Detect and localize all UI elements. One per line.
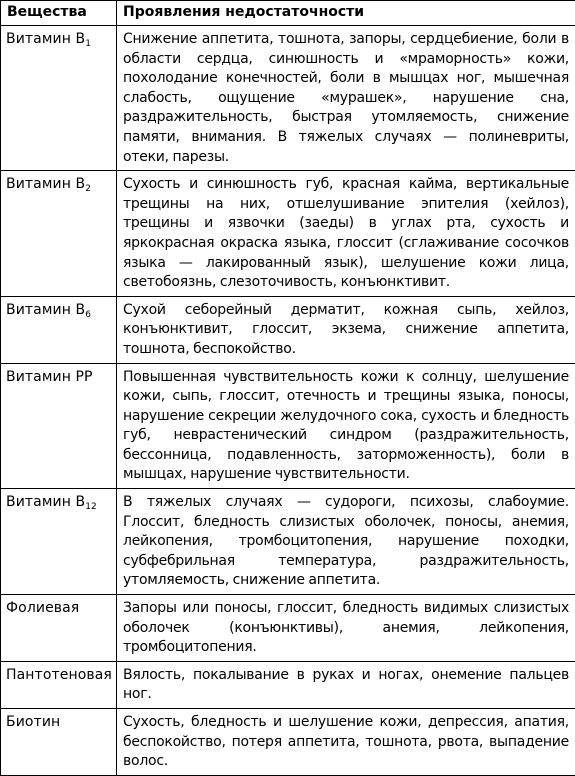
row-substance-cell xyxy=(1,709,117,776)
substance-name: Биотин xyxy=(6,714,60,730)
substance-name: Пантотеновая xyxy=(6,667,112,683)
row-deficiency-cell: Сухость и синюшность губ, красная кайма, вертикальные трещины на них, отшелушивание эпителия (хейлоз), трещины и язвочки (заеды) в углах рта, сухость и яркокрасная окраска языка, глоссит (сглаживание сосочков языка — лакированный язык), шелушение кожи лица, светобоязнь, слезоточивость, конъюнктивит. xyxy=(117,171,575,297)
row-substance-cell xyxy=(1,595,117,662)
row-deficiency-cell: Вялость, покалывание в руках и ногах, онемение пальцев ног. xyxy=(117,661,575,708)
table-row xyxy=(1,296,575,363)
row-deficiency-cell: Сухость, бледность и шелушение кожи, депрессия, апатия, беспокойство, потеря аппетита, тошнота, рвота, выпадение волос. xyxy=(117,709,575,776)
row-substance-cell xyxy=(1,26,117,171)
substance-name: Витамин В xyxy=(6,31,85,47)
table-row xyxy=(1,363,575,489)
table-row xyxy=(1,595,575,662)
row-deficiency-cell: Повышенная чувствительность кожи к солнцу, шелушение кожи, сыпь, глоссит, отечность и трещины языка, поносы, нарушение секреции желудочного сока, сухость и бледность губ, неврастенический синдром (раздражительность, бессонница, подавленность, заторможенность), боли в мышцах, нарушение чувствительности. xyxy=(117,363,575,489)
table-header-row xyxy=(1,1,575,26)
table-row xyxy=(1,171,575,297)
header-substances: Вещества xyxy=(1,1,117,26)
row-deficiency-cell: Сухой себорейный дерматит, кожная сыпь, хейлоз, конъюнктивит, глоссит, экзема, снижение аппетита, тошнота, беспокойство. xyxy=(117,296,575,363)
substance-subscript: 1 xyxy=(85,39,91,49)
substance-name: Витамин В xyxy=(6,494,85,510)
row-substance-cell xyxy=(1,171,117,297)
row-substance-cell xyxy=(1,363,117,489)
table-row xyxy=(1,26,575,171)
row-substance-cell xyxy=(1,296,117,363)
substance-subscript: 12 xyxy=(85,502,97,512)
row-deficiency-cell: Запоры или поносы, глоссит, бледность видимых слизистых оболочек (конъюнктивы), анемия, лейкопения, тромбоцитопения. xyxy=(117,595,575,662)
table-row xyxy=(1,489,575,595)
row-deficiency-cell: Снижение аппетита, тошнота, запоры, сердцебиение, боли в области сердца, синюшность и «мраморность» кожи, похолодание конечностей, боли в мышцах ног, мышечная слабость, ощущение «мурашек», нарушение сна, раздражительность, быстрая утомляемость, снижение памяти, внимания. В тяжелых случаях — полиневриты, отеки, парезы. xyxy=(117,26,575,171)
table-row xyxy=(1,661,575,708)
substance-name: Витамин РР xyxy=(6,369,93,385)
header-deficiency-signs: Проявления недостаточности xyxy=(117,1,575,26)
substance-name: Фолиевая xyxy=(6,600,79,616)
row-deficiency-cell: В тяжелых случаях — судороги, психозы, слабоумие. Глоссит, бледность слизистых оболочек, поносы, анемия, лейкопения, тромбоцитопения, нарушение походки, субфебрильная температура, раздражительность, утомляемость, снижение аппетита. xyxy=(117,489,575,595)
substance-name: Витамин В xyxy=(6,176,85,192)
substance-subscript: 6 xyxy=(85,310,91,320)
table-row xyxy=(1,709,575,776)
row-substance-cell xyxy=(1,489,117,595)
substance-name: Витамин В xyxy=(6,302,85,318)
substance-subscript: 2 xyxy=(85,184,91,194)
row-substance-cell xyxy=(1,661,117,708)
